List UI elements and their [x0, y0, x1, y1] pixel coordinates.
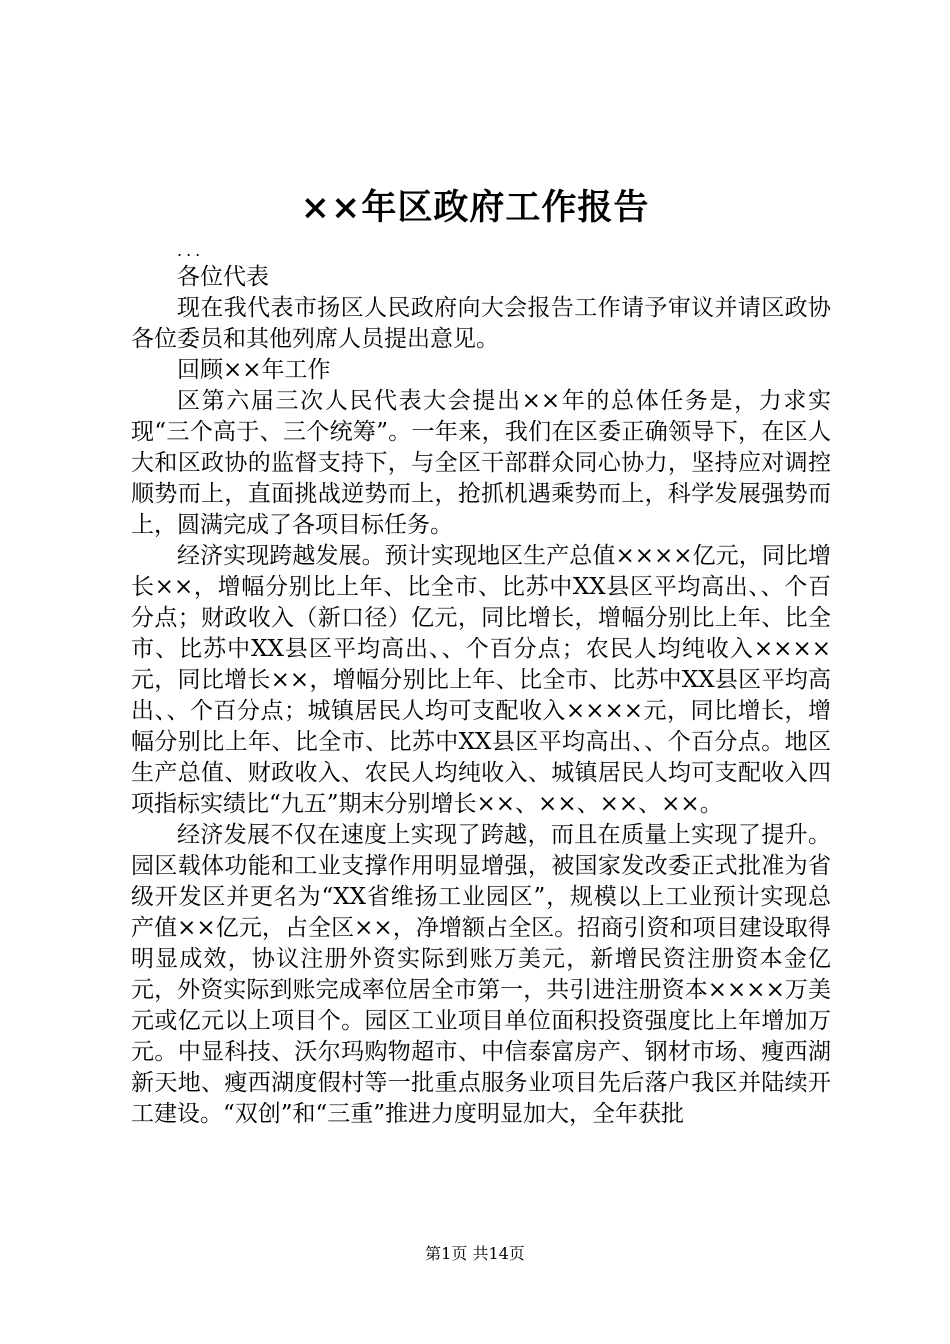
paragraph-overall-tasks: 区第六届三次人民代表大会提出××年的总体任务是，力求实现“三个高于、三个统筹”。一年来，我们在区委正确领导下，在区人大和区政协的监督支持下，与全区干部群众同心协力，坚持应对调控顺势而上，直面挑战逆势而上，抢抓机遇乘势而上，科学发展强势而上，圆满完成了各项目标任务。 — [131, 388, 831, 538]
paragraph-development-quality: 经济发展不仅在速度上实现了跨越，而且在质量上实现了提升。园区载体功能和工业支撑作用明显增强，被国家发改委正式批准为省级开发区并更名为“XX省维扬工业园区”，规模以上工业预计实现总产值××亿元，占全区××，净增额占全区。招商引资和项目建设取得明显成效，协议注册外资实际到账万美元，新增民资注册资本金亿元，外资实际到账完成率位居全市第一，共引进注册资本××××万美元或亿元以上项目个。园区工业项目单位面积投资强度比上年增加万元。中显科技、沃尔玛购物超市、中信泰富房产、钢材市场、瘦西湖新天地、瘦西湖度假村等一批重点服务业项目先后落户我区并陆续开工建设。“双创”和“三重”推进力度明显加大，全年获批 — [131, 822, 831, 1127]
ellipsis-marker: ... — [177, 241, 205, 260]
document-body — [131, 240, 831, 1130]
document-title: ××年区政府工作报告 — [300, 187, 650, 228]
page-number-footer: 第1页 共14页 — [425, 1244, 525, 1263]
paragraph-intro: 现在我代表市扬区人民政府向大会报告工作请予审议并请区政协各位委员和其他列席人员提出意见。 — [131, 295, 831, 352]
salutation: 各位代表 — [177, 264, 269, 290]
paragraph-economic-growth: 经济实现跨越发展。预计实现地区生产总值××××亿元，同比增长××，增幅分别比上年、比全市、比苏中XX县区平均高出、、个百分点；财政收入（新口径）亿元，同比增长，增幅分别比上年、比全市、比苏中XX县区平均高出、、个百分点；农民人均纯收入××××元，同比增长××，增幅分别比上年、比全市、比苏中XX县区平均高出、、个百分点；城镇居民人均可支配收入××××元，同比增长，增幅分别比上年、比全市、比苏中XX县区平均高出、、个百分点。地区生产总值、财政收入、农民人均纯收入、城镇居民人均可支配收入四项指标实绩比“九五”期末分别增长××、××、××、××。 — [131, 543, 831, 817]
section-heading-review: 回顾××年工作 — [177, 357, 331, 383]
